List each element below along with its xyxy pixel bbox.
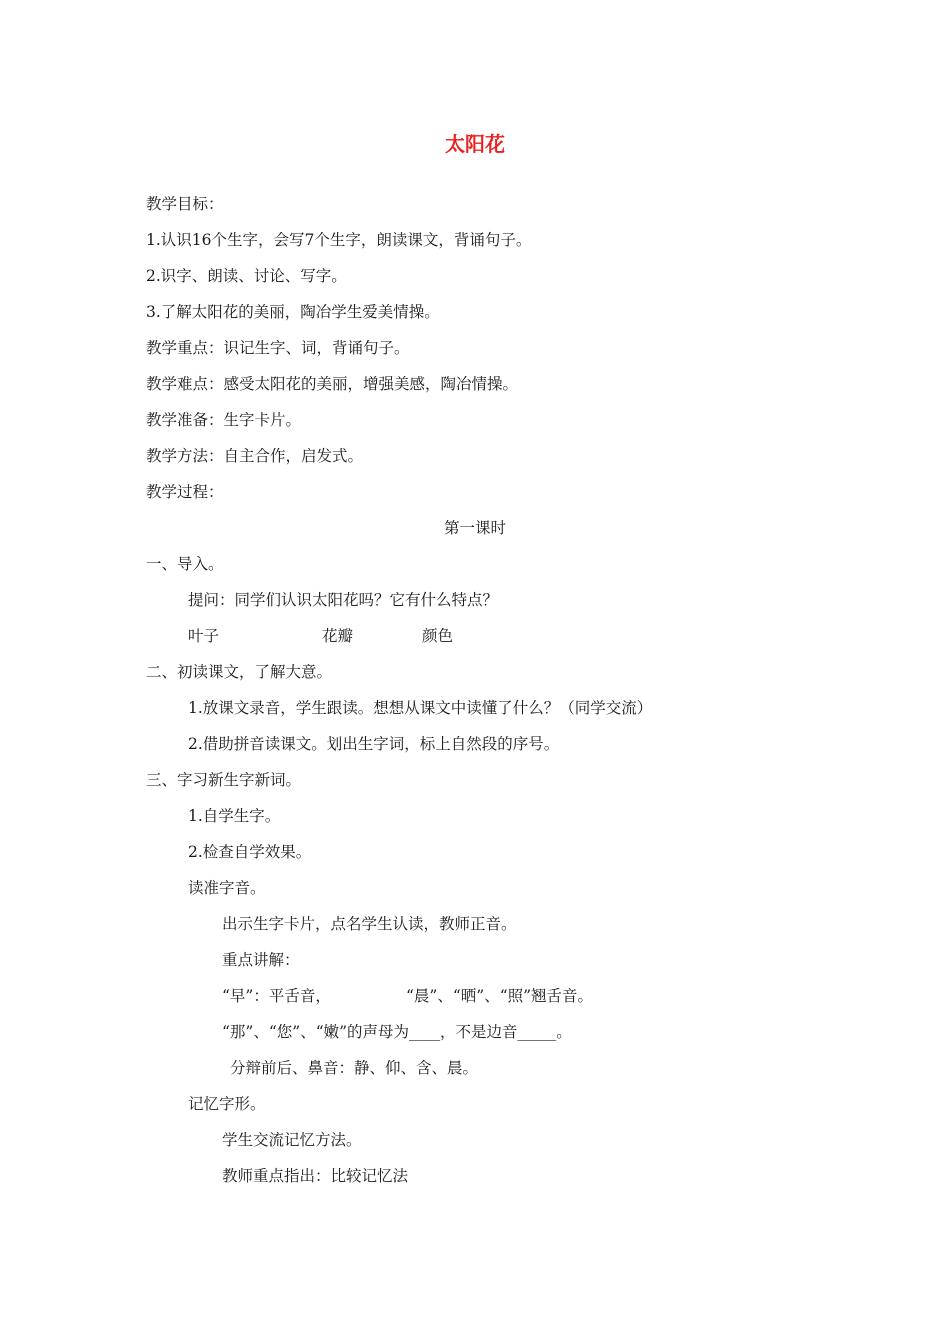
question-text: 提问：同学们认识太阳花吗？它有什么特点？ [188,591,499,609]
preparation: 教学准备：生字卡片。 [146,411,302,429]
feature-petals: 花瓣 [322,627,354,645]
goal-item-3: 3.了解太阳花的美丽，陶冶学生爱美情操。 [146,303,440,321]
focus-explanation-heading: 重点讲解： [222,951,300,969]
teaching-method: 教学方法：自主合作，启发式。 [146,447,364,465]
feature-leaves: 叶子 [188,627,220,645]
section-one-heading: 一、导入。 [146,555,224,573]
teacher-key-point: 教师重点指出：比较记忆法 [222,1167,409,1185]
memory-method-exchange: 学生交流记忆方法。 [222,1131,362,1149]
teaching-goals-heading: 教学目标： [146,195,224,213]
nasal-sounds-note: 分辩前后、鼻音：静、仰、含、晨。 [230,1059,479,1077]
goal-item-2: 2.识字、朗读、讨论、写字。 [146,267,347,285]
document-title: 太阳花 [445,132,505,156]
section-two-item-1: 1.放课文录音，学生跟读。想想从课文中读懂了什么？（同学交流） [188,699,653,717]
initial-consonant-note: “那”、“您”、“嫩”的声母为____，不是边音_____。 [222,1023,572,1041]
key-points: 教学重点：识记生字、词，背诵句子。 [146,339,410,357]
section-three-item-1: 1.自学生字。 [188,807,281,825]
difficult-points: 教学难点：感受太阳花的美丽，增强美感，陶冶情操。 [146,375,519,393]
pronunciation-heading: 读准字音。 [188,879,266,897]
goal-item-1: 1.认识16个生字，会写7个生字，朗读课文，背诵句子。 [146,231,532,249]
retroflex-note: “晨”、“晒”、“照”翘舌音。 [406,987,594,1005]
section-three-item-2: 2.检查自学效果。 [188,843,312,861]
section-three-heading: 三、字习新生字新词。 [146,771,302,789]
flat-tongue-note: “早”：平舌音， [222,987,331,1005]
feature-color: 颜色 [422,627,454,645]
section-two-item-2: 2.借助拼音读课文。划出生字词，标上自然段的序号。 [188,735,560,753]
pronunciation-activity: 出示生字卡片，点名学生认读，教师正音。 [222,915,517,933]
section-two-heading: 二、初读课文，了解大意。 [146,663,333,681]
teaching-process-heading: 教学过程： [146,483,224,501]
lesson-one-heading: 第一课时 [443,519,506,537]
character-shape-heading: 记忆字形。 [188,1095,266,1113]
